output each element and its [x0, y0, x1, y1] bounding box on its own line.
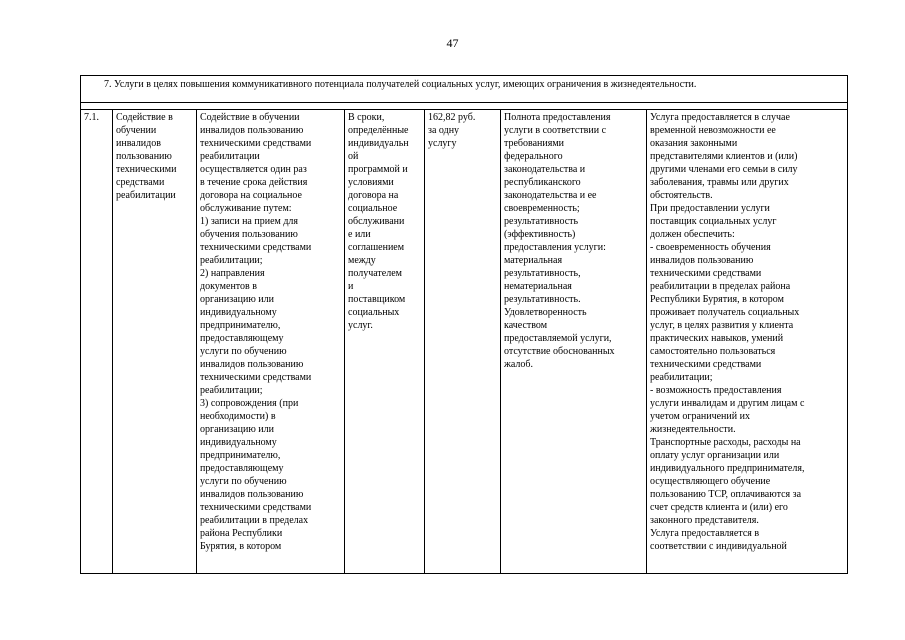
service-description: Содействие в обучении инвалидов пользованию техническими средствами реабилитации осуществляется один раз в течение срока действия договора на социальное обслуживание путем: 1) записи на прием для обучения пользованию техническими средствами реабилитации; 2) направления документов в организацию или индивидуальному предпринимателю, предоставляющему услуги по обучению инвалидов пользованию техническими средствами реабилитации; 3) сопровождения (при необходимости) в организацию или индивидуальному предпринимателю, предоставляющему услуги по обучению инвалидов пользованию техническими средствами реабилитации в пределах района Республики Бурятия, в котором: [200, 112, 312, 552]
page-number: 47: [446, 36, 459, 50]
service-name: Содействие в обучении инвалидов пользованию техническими средствами реабилитации: [116, 112, 177, 201]
services-table: [80, 75, 848, 574]
row-number: 7.1.: [84, 112, 99, 123]
service-terms-cell: [345, 110, 425, 574]
service-price-cell: [425, 110, 501, 574]
spacer-cell: [81, 103, 848, 110]
service-price: 162,82 руб. за одну услугу: [428, 112, 476, 149]
spacer-row: [81, 103, 848, 110]
service-conditions-cell: [647, 110, 848, 574]
section-title: 7. Услуги в целях повышения коммуникативного потенциала получателей социальных услуг, имеющих ограничения в жизнедеятельности.: [104, 79, 697, 90]
section-header-cell: [81, 76, 848, 103]
service-terms: В сроки, определённые индивидуальн ой программой и условиями договора на социальное обслуживани е или соглашением между получателем и поставщиком социальных услуг.: [348, 112, 409, 331]
service-conditions: Услуга предоставляется в случае временной невозможности ее оказания законными представителями клиентов и (или) другими членами его семьи в силу заболевания, травмы или других обстоятельств. При предоставлении услуги поставщик социальных услуг должен обеспечить: - своевременность обучения инвалидов пользованию техническими средствами реабилитации в пределах района Республики Бурятия, в котором проживает получатель социальных услуг, в целях развития у клиента практических навыков, умений самостоятельно пользоваться техническими средствами реабилитации; - возможность предоставления услуги инвалидам и другим лицам с учетом ограничений их жизнедеятельности. Транспортные расходы, расходы на оплату услуг организации или индивидуального предпринимателя, осуществляющего обучение пользованию ТСР, оплачиваются за счет средств клиента и (или) его законного представителя. Услуга предоставляется в соответствии с индивидуальной: [650, 112, 805, 552]
table-row: [81, 110, 848, 574]
row-number-cell: [81, 110, 113, 574]
service-description-cell: [197, 110, 345, 574]
quality-indicators: Полнота предоставления услуги в соответствии с требованиями федерального законодательства и республиканского законодательства и ее своевременность; результативность (эффективность) предоставления услуги: материальная результативность, нематериальная результативность. Удовлетворенность качеством предоставляемой услуги, отсутствие обоснованных жалоб.: [504, 112, 615, 370]
service-name-cell: [113, 110, 197, 574]
section-header-row: [81, 76, 848, 103]
quality-indicators-cell: [501, 110, 647, 574]
